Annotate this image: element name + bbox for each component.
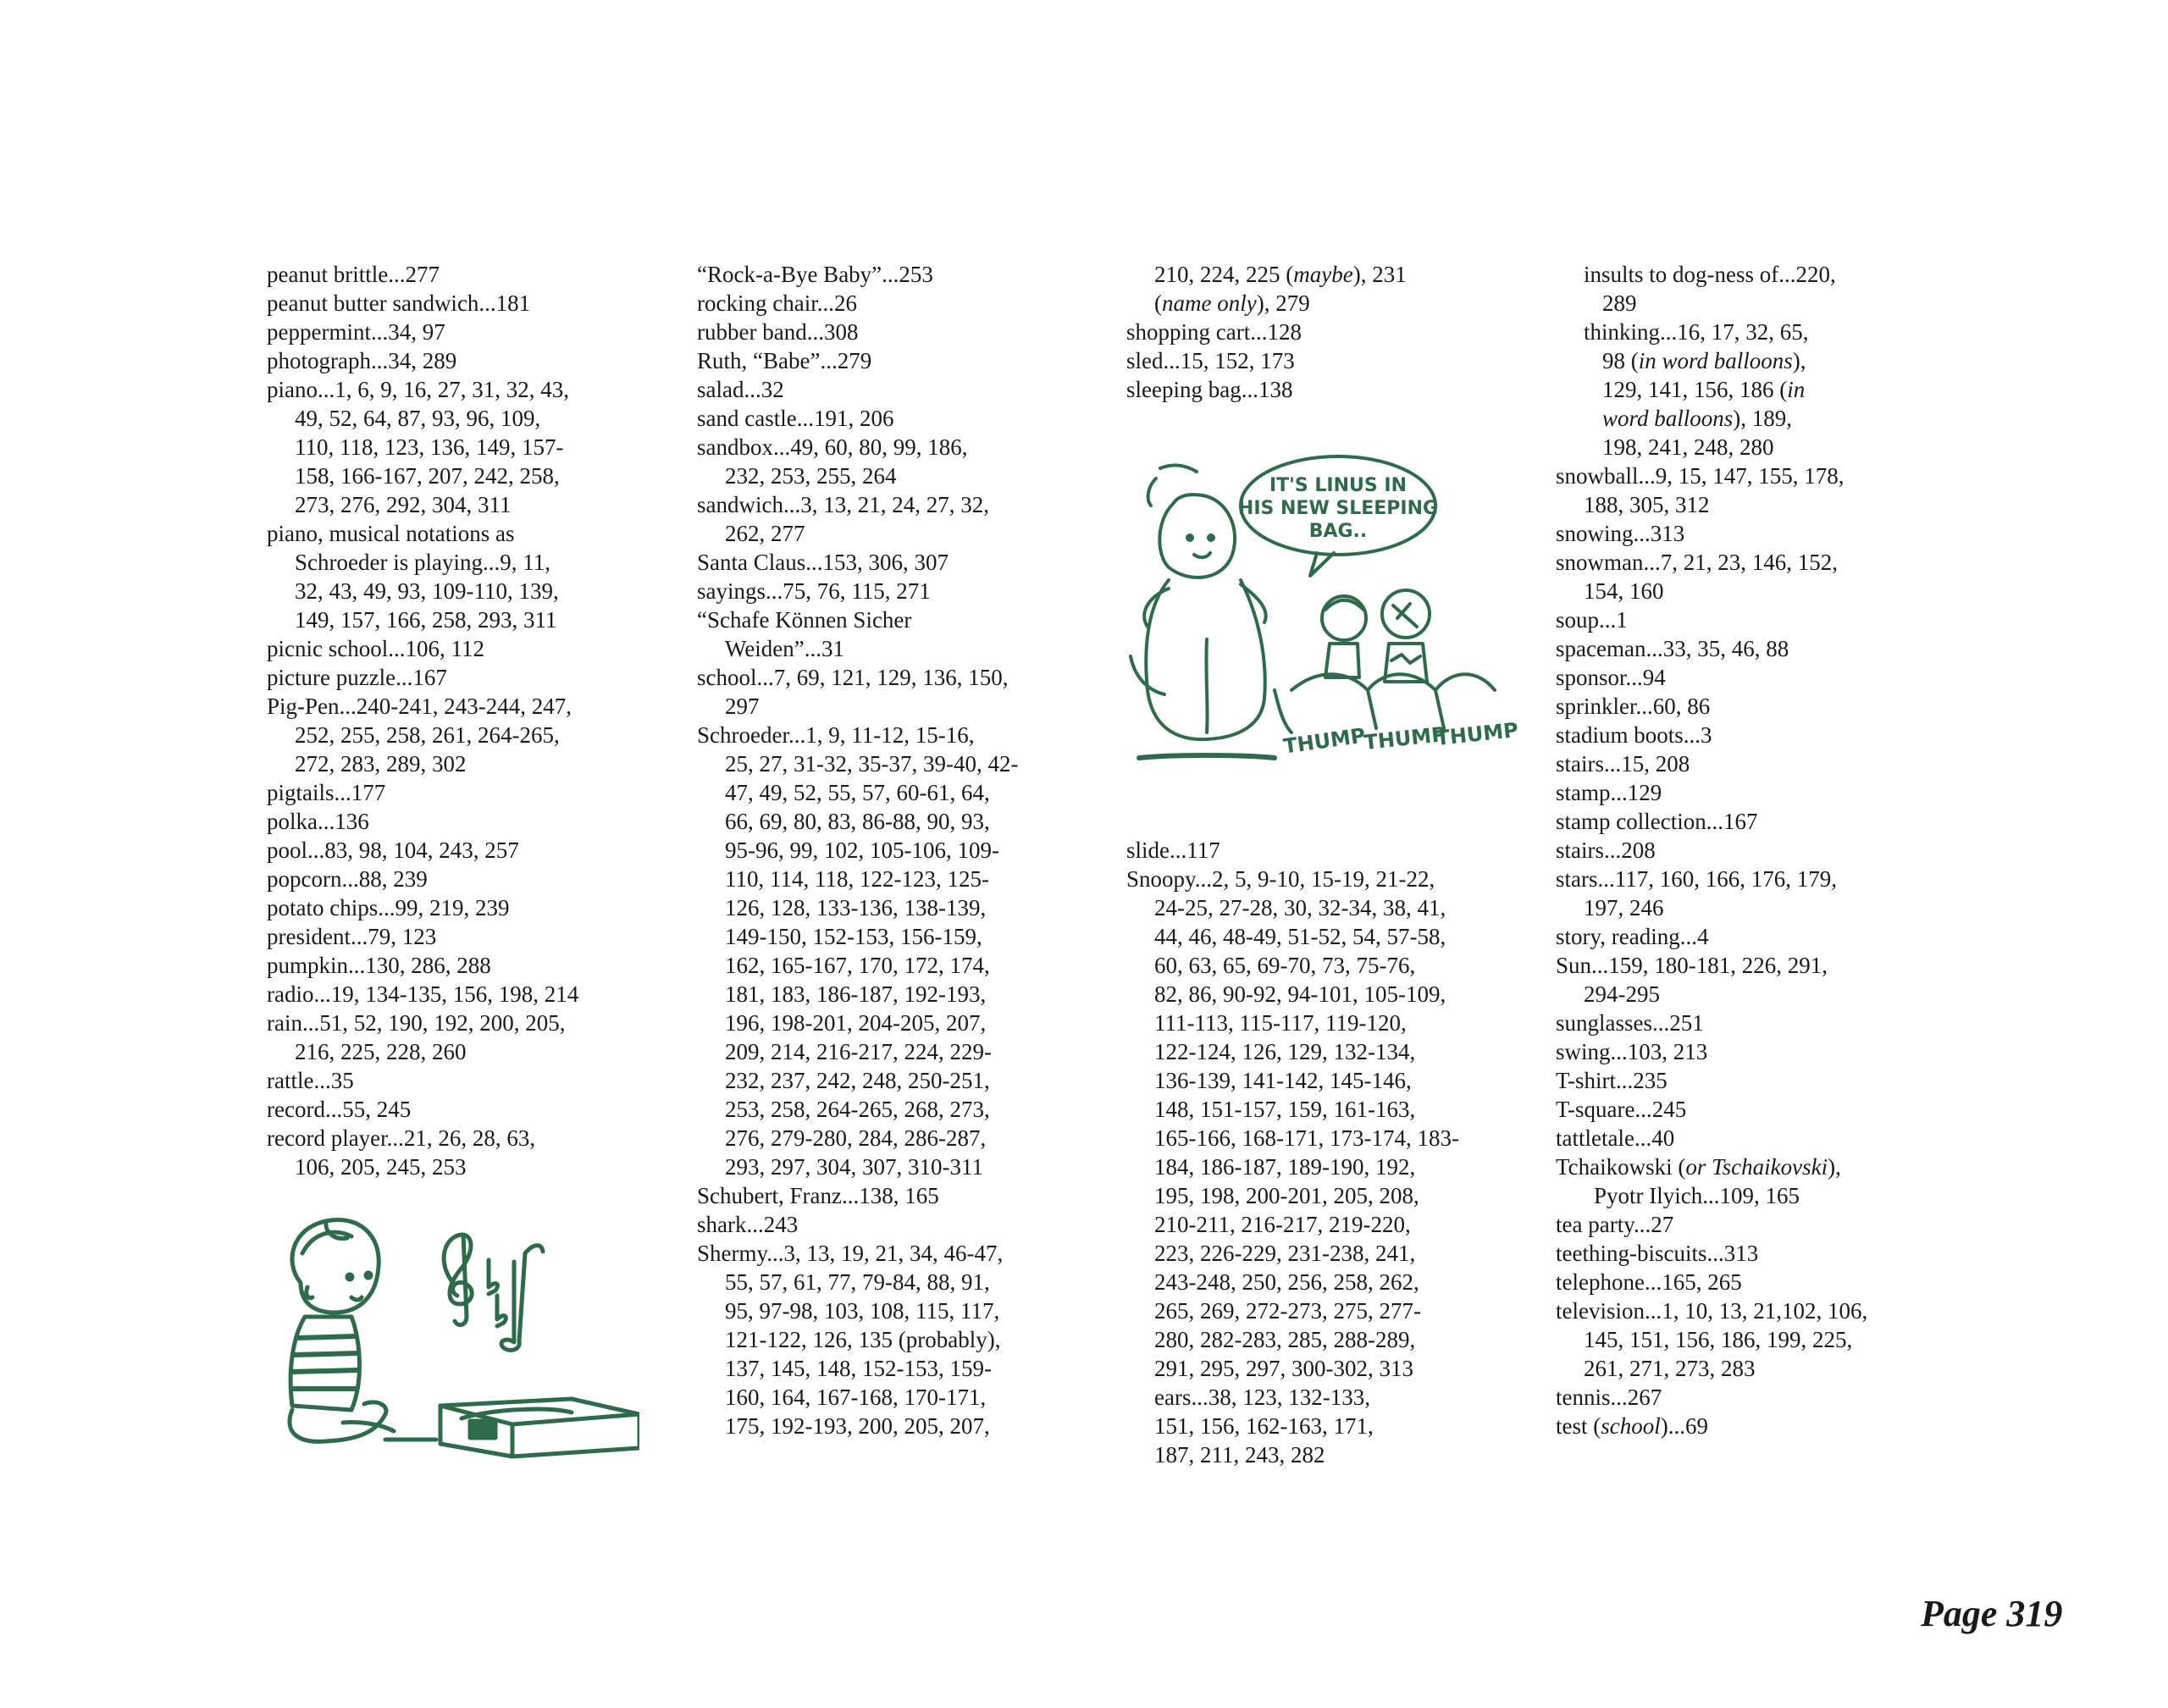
linus-sleeping-bag-illustration [1122,453,1520,775]
index-entry: pumpkin...130, 286, 288 [267,953,491,978]
index-entry-cont: 252, 255, 258, 261, 264-265, [295,722,560,748]
index-entry-cont: 44, 46, 48-49, 51-52, 54, 57-58, [1154,924,1446,949]
index-entry-cont: 106, 205, 245, 253 [295,1154,467,1180]
index-subentry: thinking...16, 17, 32, 65, [1584,319,1809,345]
index-entry: snowing...313 [1556,521,1685,546]
index-entry-cont: 158, 166-167, 207, 242, 258, [295,463,560,489]
index-entry: radio...19, 134-135, 156, 198, 214 [267,981,579,1007]
index-entry: tennis...267 [1556,1385,1662,1410]
index-subentry-cont: 289 [1602,290,1637,316]
index-entry: spaceman...33, 35, 46, 88 [1556,636,1789,661]
index-entry: popcorn...88, 239 [267,866,428,892]
index-entry: story, reading...4 [1556,924,1709,949]
index-entry: rain...51, 52, 190, 192, 200, 205, [267,1010,566,1036]
index-entry: potato chips...99, 219, 239 [267,895,510,920]
index-entry: sponsor...94 [1556,665,1666,690]
index-entry-cont: 160, 164, 167-168, 170-171, [725,1385,987,1410]
index-entry: Schubert, Franz...138, 165 [697,1183,939,1208]
index-entry-cont: 184, 186-187, 189-190, 192, [1154,1154,1416,1180]
index-entry: stamp collection...167 [1556,809,1758,834]
index-entry-cont: 187, 211, 243, 282 [1154,1442,1325,1468]
index-subentry-cont: 129, 141, 156, 186 (in [1602,377,1806,402]
index-entry-cont: 148, 151-157, 159, 161-163, [1154,1097,1416,1122]
index-entry: snowball...9, 15, 147, 155, 178, [1556,463,1844,489]
index-entry-cont: 136-139, 141-142, 145-146, [1154,1068,1412,1093]
index-entry: television...1, 10, 13, 21,102, 106, [1556,1298,1868,1324]
index-entry-cont: 197, 246 [1584,895,1664,920]
index-entry: tea party...27 [1556,1212,1674,1237]
index-entry: peanut brittle...277 [267,262,440,287]
index-entry: tattletale...40 [1556,1125,1675,1151]
index-entry-cont: 55, 57, 61, 77, 79-84, 88, 91, [725,1269,990,1295]
index-entry: teething-biscuits...313 [1556,1241,1759,1266]
index-entry: stamp...129 [1556,780,1662,805]
balloon-line-3: BAG.. [1308,521,1368,542]
index-entry-cont: 276, 279-280, 284, 286-287, [725,1125,987,1151]
index-subentry-cont: word balloons), 189, [1602,406,1793,431]
index-entry: T-square...245 [1556,1097,1687,1122]
index-entry-cont: 110, 114, 118, 122-123, 125- [725,866,989,892]
index-entry: rubber band...308 [697,319,859,345]
index-entry-cont: 137, 145, 148, 152-153, 159- [725,1356,992,1381]
index-entry-cont: 66, 69, 80, 83, 86-88, 90, 93, [725,809,990,834]
index-entry: stairs...15, 208 [1556,751,1690,777]
index-entry: “Rock-a-Bye Baby”...253 [697,262,933,287]
index-entry: piano...1, 6, 9, 16, 27, 31, 32, 43, [267,377,569,402]
index-entry: president...79, 123 [267,924,437,949]
index-entry: sunglasses...251 [1556,1010,1704,1036]
index-entry: stairs...208 [1556,837,1656,863]
index-entry: sleeping bag...138 [1126,377,1293,402]
index-entry-cont: 49, 52, 64, 87, 93, 96, 109, [295,406,541,431]
index-entry: picture puzzle...167 [267,665,447,690]
index-entry: shopping cart...128 [1126,319,1302,345]
index-entry: Ruth, “Babe”...279 [697,348,872,373]
index-entry-cont: 122-124, 126, 129, 132-134, [1154,1039,1416,1064]
index-entry: sprinkler...60, 86 [1556,694,1711,719]
index-entry-cont: Schroeder is playing...9, 11, [295,550,550,575]
index-entry: Shermy...3, 13, 19, 21, 34, 46-47, [697,1241,1004,1266]
page-number: Page 319 [1921,1593,2063,1634]
index-entry-cont: 149-150, 152-153, 156-159, [725,924,982,949]
index-entry-cont: 223, 226-229, 231-238, 241, [1154,1241,1416,1266]
thump-3: THUMP [1435,718,1520,751]
thump-2: THUMP [1363,722,1448,755]
index-entry: record player...21, 26, 28, 63, [267,1125,536,1151]
index-entry-cont: 188, 305, 312 [1584,492,1710,517]
index-entry-cont: 210-211, 216-217, 219-220, [1154,1212,1411,1237]
index-entry-cont: 253, 258, 264-265, 268, 273, [725,1097,990,1122]
index-entry-cont: 293, 297, 304, 307, 310-311 [725,1154,983,1180]
index-entry: Sun...159, 180-181, 226, 291, [1556,953,1828,978]
index-entry-cont: 126, 128, 133-136, 138-139, [725,895,987,920]
index-entry: Schroeder...1, 9, 11-12, 15-16, [697,722,975,748]
index-column-3 [1126,260,1550,1469]
index-entry: sandwich...3, 13, 21, 24, 27, 32, [697,492,989,517]
index-entry: piano, musical notations as [267,521,515,546]
index-entry: slide...117 [1126,837,1220,863]
index-entry: rattle...35 [267,1068,354,1093]
index-entry: Tchaikowski (or Tschaikovski), [1556,1154,1841,1180]
index-entry-cont: 145, 151, 156, 186, 199, 225, [1584,1327,1853,1352]
index-entry: Santa Claus...153, 306, 307 [697,550,948,575]
index-entry: rocking chair...26 [697,290,857,316]
index-column-4 [1556,260,1996,1440]
index-entry-cont: 110, 118, 123, 136, 149, 157- [295,434,564,460]
index-entry: polka...136 [267,809,369,834]
index-subentry-cont: 98 (in word balloons), [1602,348,1806,373]
index-entry: peppermint...34, 97 [267,319,445,345]
index-entry-cont: 165-166, 168-171, 173-174, 183- [1154,1125,1459,1151]
index-entry: swing...103, 213 [1556,1039,1708,1064]
index-entry: salad...32 [697,377,784,402]
index-entry-cont: 47, 49, 52, 55, 57, 60-61, 64, [725,780,990,805]
index-entry-cont: ears...38, 123, 132-133, [1154,1385,1370,1410]
index-subentry: insults to dog-ness of...220, [1584,262,1836,287]
index-entry-cont: 273, 276, 292, 304, 311 [295,492,512,517]
index-entry-cont: 243-248, 250, 256, 258, 262, [1154,1269,1419,1295]
index-entry-cont: 32, 43, 49, 93, 109-110, 139, [295,578,559,604]
index-entry: Snoopy...2, 5, 9-10, 15-19, 21-22, [1126,866,1435,892]
index-entry: sayings...75, 76, 115, 271 [697,578,931,604]
index-entry-cont: 210, 224, 225 (maybe), 231 [1154,262,1407,287]
index-entry-cont: 25, 27, 31-32, 35-37, 39-40, 42- [725,751,1019,777]
index-entry-cont: 60, 63, 65, 69-70, 73, 75-76, [1154,953,1416,978]
index-entry: test (school)...69 [1556,1413,1708,1439]
index-column-2 [697,260,1103,1440]
index-entry: sandbox...49, 60, 80, 99, 186, [697,434,968,460]
index-entry-cont: 291, 295, 297, 300-302, 313 [1154,1356,1413,1381]
index-entry-cont: Pyotr Ilyich...109, 165 [1594,1183,1800,1208]
index-entry-cont: 272, 283, 289, 302 [295,751,467,777]
index-entry: telephone...165, 265 [1556,1269,1742,1295]
index-entry-cont: 265, 269, 272-273, 275, 277- [1154,1298,1421,1324]
balloon-line-2: HIS NEW SLEEPING [1237,498,1439,519]
thump-1: THUMP [1281,723,1368,759]
index-entry-cont: Weiden”...31 [725,636,845,661]
index-entry-cont: 195, 198, 200-201, 205, 208, [1154,1183,1419,1208]
index-entry: pool...83, 98, 104, 243, 257 [267,837,519,863]
index-entry-cont: 154, 160 [1584,578,1664,604]
index-entry: sled...15, 152, 173 [1126,348,1295,373]
index-entry: school...7, 69, 121, 129, 136, 150, [697,665,1009,690]
index-subentry-cont: 198, 241, 248, 280 [1602,434,1774,460]
index-entry-cont: 149, 157, 166, 258, 293, 311 [295,607,557,633]
index-entry-cont: 232, 253, 255, 264 [725,463,897,489]
index-entry: shark...243 [697,1212,799,1237]
schroeder-record-player-illustration [267,1202,639,1465]
index-entry-cont: 95, 97-98, 103, 108, 115, 117, [725,1298,1000,1324]
index-entry-cont: 216, 225, 228, 260 [295,1039,467,1064]
index-entry-cont: 294-295 [1584,981,1660,1007]
index-entry-cont: 82, 86, 90-92, 94-101, 105-109, [1154,981,1446,1007]
index-entry: peanut butter sandwich...181 [267,290,531,316]
index-entry-cont: 24-25, 27-28, 30, 32-34, 38, 41, [1154,895,1446,920]
index-entry-cont: 111-113, 115-117, 119-120, [1154,1010,1407,1036]
index-entry-cont: 121-122, 126, 135 (probably), [725,1327,1001,1352]
index-entry: snowman...7, 21, 23, 146, 152, [1556,550,1838,575]
index-entry: sand castle...191, 206 [697,406,894,431]
index-entry: “Schafe Können Sicher [697,607,912,633]
index-entry: photograph...34, 289 [267,348,457,373]
index-entry-cont: 280, 282-283, 285, 288-289, [1154,1327,1416,1352]
index-entry: T-shirt...235 [1556,1068,1667,1093]
index-entry-cont: 297 [725,694,760,719]
balloon-line-1: IT'S LINUS IN [1269,475,1408,496]
index-entry-cont: 175, 192-193, 200, 205, 207, [725,1413,990,1439]
index-entry: Pig-Pen...240-241, 243-244, 247, [267,694,572,719]
index-entry: stadium boots...3 [1556,722,1712,748]
index-column-1 [267,260,673,1181]
index-entry-cont: 209, 214, 216-217, 224, 229- [725,1039,992,1064]
index-entry: pigtails...177 [267,780,386,805]
index-entry: record...55, 245 [267,1097,412,1122]
index-entry-cont: 196, 198-201, 204-205, 207, [725,1010,987,1036]
index-entry-cont: 95-96, 99, 102, 105-106, 109- [725,837,999,863]
index-entry-cont: (name only), 279 [1154,290,1310,316]
index-entry: stars...117, 160, 166, 176, 179, [1556,866,1837,892]
index-entry-cont: 181, 183, 186-187, 192-193, [725,981,987,1007]
index-entry-cont: 262, 277 [725,521,805,546]
index-entry: soup...1 [1556,607,1628,633]
index-entry-cont: 232, 237, 242, 248, 250-251, [725,1068,990,1093]
index-entry-cont: 261, 271, 273, 283 [1584,1356,1756,1381]
index-entry: picnic school...106, 112 [267,636,484,661]
index-entry-cont: 162, 165-167, 170, 172, 174, [725,953,990,978]
index-entry-cont: 151, 156, 162-163, 171, [1154,1413,1374,1439]
